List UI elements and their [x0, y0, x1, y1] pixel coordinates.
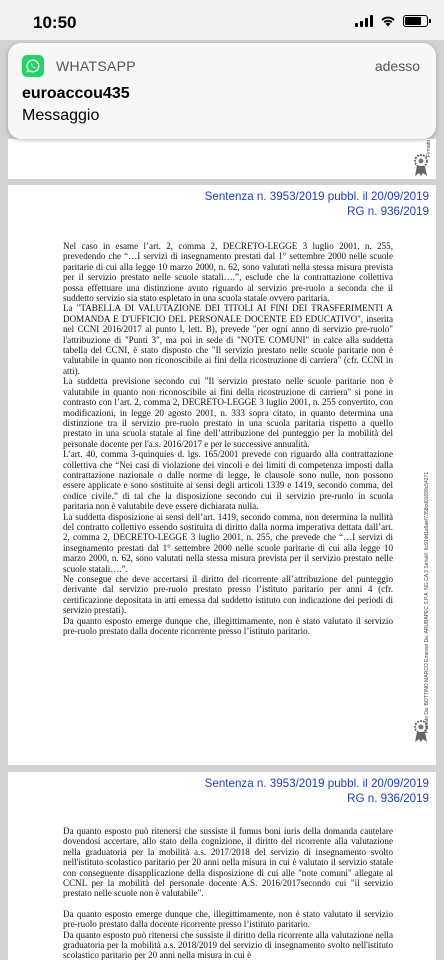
paragraph: Da quanto esposto emerge dunque che, illegittimamente, non è stato valutato il servizio pre-ruolo prestato dalla docente ricorrente presso l’istituto paritario. [63, 615, 393, 637]
digital-signature-seal-icon [412, 153, 430, 177]
paragraph: Da quanto esposto emerge dunque che, illegittimamente, non è stato valutato il servizio pre-ruolo prestato dalla docente ricorrente presso l’istituto paritario. [63, 908, 393, 930]
status-bar [0, 0, 444, 40]
status-time: 10:50 [33, 13, 77, 32]
notification-title: euroaccou435 [22, 85, 130, 102]
paragraph: Da quanto esposto può ritenersi che sussiste il fumus boni iuris della domanda cautelare dovendosi accertare, allo stato della cognizione, il diritto del ricorrente alla valutazione nella graduatoria per la mobilità a.s. 2017/2018 del servizio di insegnamento svolto nell'istituto scolastico paritario per 20 anni nella misura in cui è valutato il servizio statale con conseguente disapplicazione della disposizione di cui alle "note comuni" allegate al CCNL per la mobilità del personale docente A.S. 2016/2017secondo cui "il servizio prestato nelle scuole non è valutabile". [63, 826, 393, 899]
digital-signature-seal-icon [412, 719, 430, 743]
battery-icon [403, 15, 428, 27]
rg-number: RG n. 936/2019 [347, 792, 429, 805]
sentenza-number: Sentenza n. 3953/2019 pubbl. il 20/09/2019 [204, 190, 429, 203]
status-icons [355, 15, 428, 27]
paragraph: La "TABELLA DI VALUTAZIONE DEI TITOLI AI FINI DEI TRASFERIMENTI A DOMANDA E D'UFFICIO DEL PERSONALE DOCENTE ED EDUCATIVO", inserita nel CCNI 2016/2017 al punto I, lett. B), prevede "per ogni anno di servizio pre-ruolo" l'attribuzione di "Punti 3", ma poi in sede di "NOTE COMUNI" in calce alla suddetta tabella del CCNI, è stato disposto che "Il servizio prestato nelle scuole paritarie non è valutabile in quanto non riconoscibile ai fini della ricostruzione di carriera" (cfr. CCNI in atti). [63, 303, 393, 376]
document-page [8, 185, 436, 765]
cellular-signal-icon [355, 15, 373, 27]
whatsapp-notification[interactable] [8, 43, 436, 139]
page-body-text [63, 826, 393, 960]
document-page-top [8, 139, 436, 179]
paragraph: La suddetta disposizione ai sensi dell’art. 1419, secondo comma, non determina la nullità del contratto collettivo essendo sostituita di diritto dalla norma imperativa dettata dall’art. 2, comma 2, DECRETO-LEGGE 3 luglio 2001, n. 255, che prevede che “…I servizi di insegnamento prestati dal 1° settembre 2000 nelle scuole paritarie di cui alla legge 10 marzo 2000, n. 62, sono valutati nella stessa misura prevista per il servizio prestato nelle scuole statali….”. [63, 511, 393, 574]
paragraph: La suddetta previsione secondo cui "Il servizio prestato nelle scuole paritarie non è valutabile in quanto non riconoscibile ai fini della ricostruzione di carriera" si pone in contrasto con l’art. 2, comma 2, DECRETO-LEGGE 3 luglio 2001, n. 255 convertito, con modificazioni, in legge 20 agosto 2001, n. 333 sopra citato, in quanto determina una distinzione tra il servizio pre-ruolo prestato in una scuola paritaria rispetto a quello prestato in una scuola statale al fine dell’attribuzione del punteggio per la mobilità del personale docente per l'a.s. 2016/2017 e per le successive annualità. [63, 376, 393, 449]
sentenza-number: Sentenza n. 3953/2019 pubbl. il 20/09/2019 [204, 777, 429, 790]
page-body-text [63, 241, 393, 636]
document-page [8, 772, 436, 960]
signature-side-label: Firmato Da: BOTTINO MARCO Emesso Da: ARUBAPEC S.P.A. NG CA 3 Serial#: 6c91dd1a9aef7358cd01699c54271 [424, 471, 430, 733]
rg-number: RG n. 936/2019 [347, 205, 429, 218]
paragraph: Da quanto esposto può ritenersi che sussiste il diritto della ricorrente alla valutazione nella graduatoria per la mobilità a.s. 2018/2019 del servizio di insegnamento svolto nell'istituto scolastico paritario per 20 anni nella misura in cui è [63, 929, 393, 960]
notification-app-name: WHATSAPP [56, 58, 136, 74]
notification-time: adesso [374, 58, 420, 74]
page-header [205, 776, 429, 806]
paragraph: Ne consegue che deve accertarsi il diritto del ricorrente all’attribuzione del punteggio derivante dal servizio pre-ruolo prestato presso l’istituto paritario per anni 4 (cfr. certificazione depositata in atti emessa dal suddetto istituto con indicazione dei periodi di servizio prestati). [63, 574, 393, 616]
notification-body: Messaggio [22, 107, 100, 124]
paragraph: L’art. 40, comma 3-quinquies d. lgs. 165/2001 prevede con riguardo alla contrattazione collettiva che “Nei casi di violazione dei vincoli e dei limiti di competenza imposti dalla contrattazione nazionale o dalle norme di legge, le clausole sono nulle, non possono essere applicate e sono sostituite ai sensi degli articoli 1339 e 1419, secondo comma, del codice civile.” di tal che la disposizione secondo cui il servizio pre-ruolo in scuola paritaria non è valutabile deve essere dichiarata nulla. [63, 449, 393, 512]
whatsapp-icon [22, 55, 44, 77]
page-header [205, 189, 429, 219]
paragraph: Nel caso in esame l’art. 2, comma 2, DECRETO-LEGGE 3 luglio 2001, n. 255, prevedendo che “…I servizi di insegnamento prestati dal 1° settembre 2000 nelle scuole paritarie di cui alla legge 10 marzo 2000, n. 62, sono valutati nella stessa misura prevista per il servizio prestato nelle scuole statali….”, esclude che la contrattazione collettiva possa effettuare una distinzione avuto riguardo al servizio pre-ruolo a seconda che il suddetto servizio sia stato espletato in una scuola statale ovvero paritaria. [63, 241, 393, 304]
wifi-icon [380, 15, 396, 27]
signature-side-label: Firmato [426, 140, 432, 157]
